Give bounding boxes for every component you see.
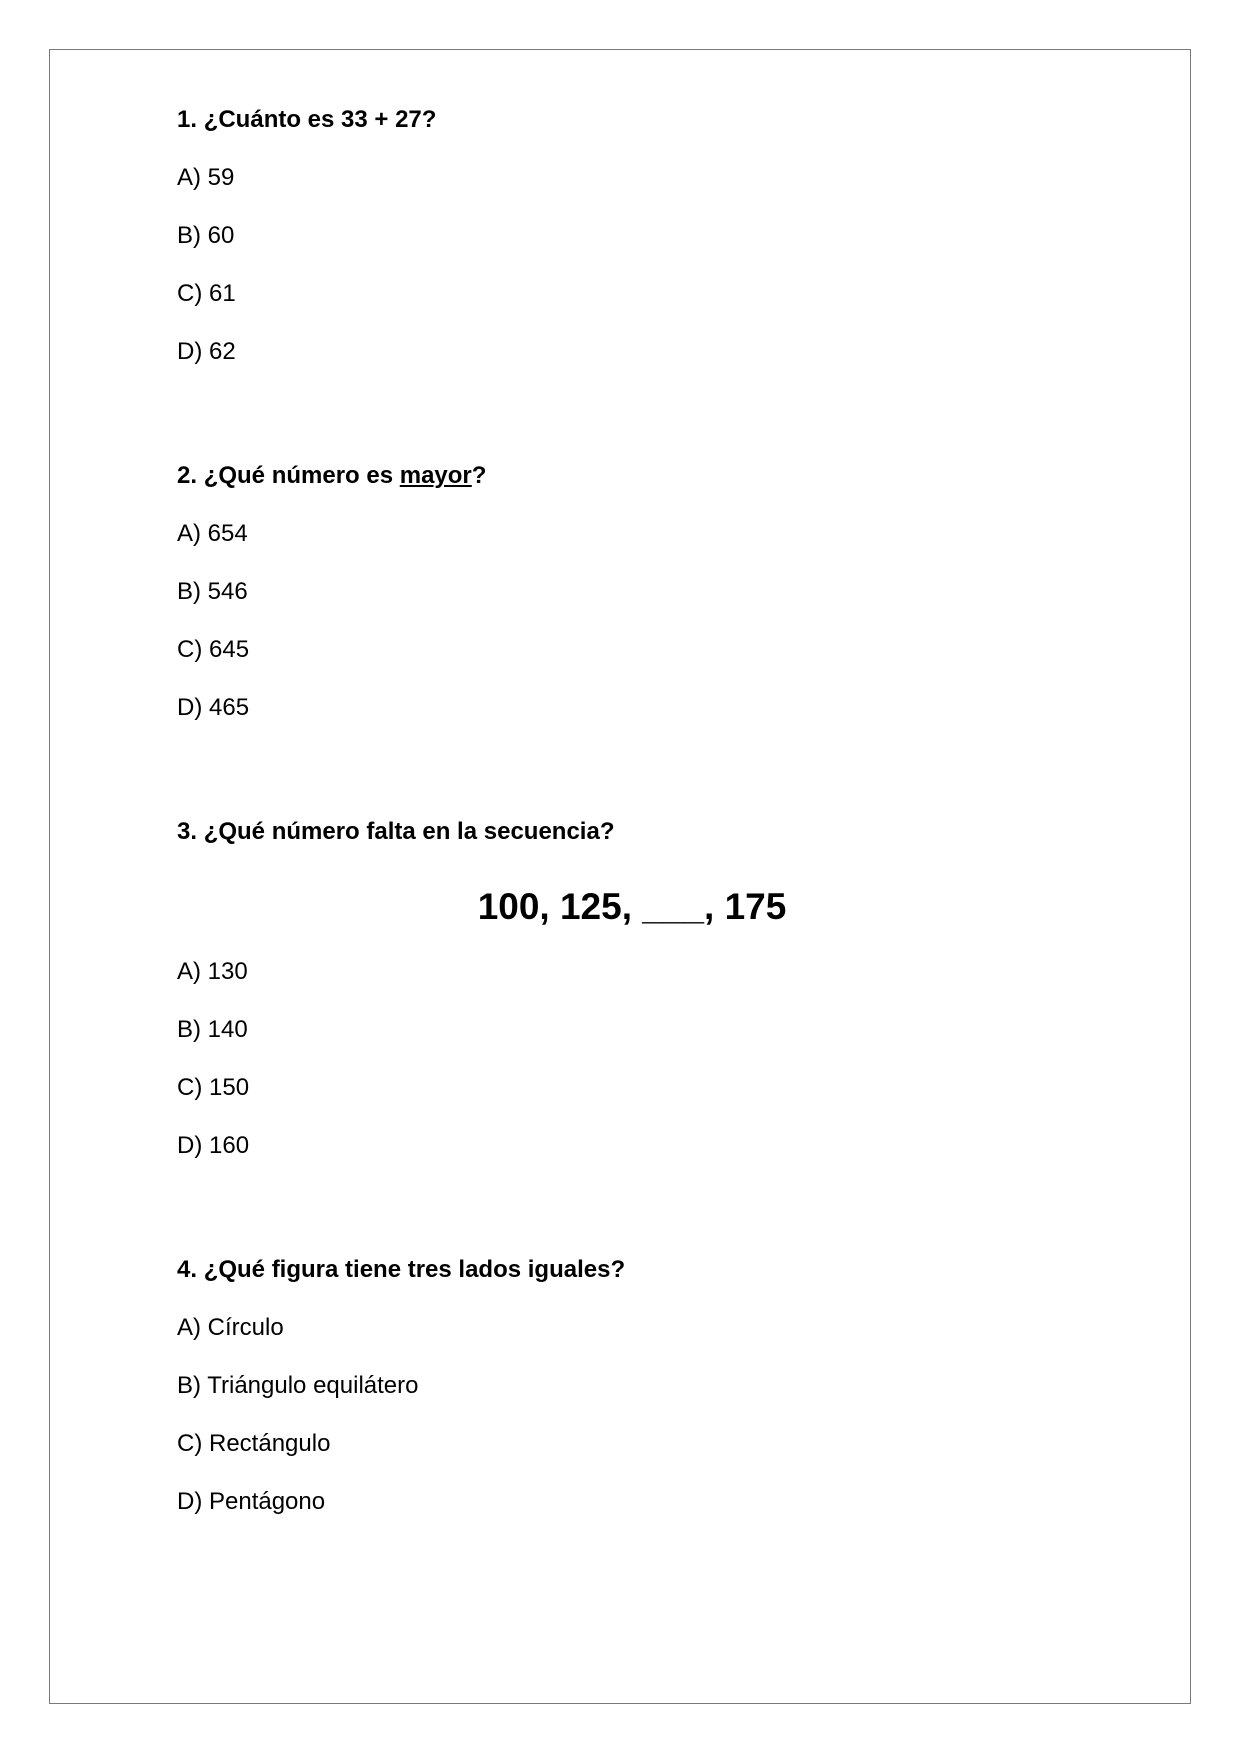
question-4-title — [177, 1252, 1077, 1288]
option-b: B) 546 — [177, 578, 248, 605]
option-d: D) Pentágono — [177, 1488, 326, 1515]
worksheet — [177, 102, 1077, 1520]
question-text-emphasis: mayor — [399, 462, 472, 489]
question-3-title — [177, 814, 1077, 850]
option-b: B) 140 — [177, 1016, 248, 1043]
question-text-after: ? — [471, 462, 487, 489]
option-c: C) Rectángulo — [177, 1430, 331, 1457]
question-number: 2. — [177, 462, 198, 489]
spacer — [177, 1164, 1077, 1252]
question-4 — [177, 1252, 1077, 1520]
question-number: 4. — [177, 1256, 198, 1283]
question-2 — [177, 458, 1077, 726]
option-d: D) 465 — [177, 694, 250, 721]
option-c: C) 645 — [177, 636, 250, 663]
question-text-before: ¿Qué número es — [203, 462, 400, 489]
option-b: B) Triángulo equilátero — [177, 1372, 419, 1399]
question-2-title — [177, 458, 1077, 494]
question-3 — [177, 814, 1077, 1164]
number-sequence: 100, 125, ___, 175 — [477, 886, 787, 927]
question-text: ¿Qué figura tiene tres lados iguales? — [203, 1256, 626, 1283]
option-d: D) 62 — [177, 338, 236, 365]
option-a: A) Círculo — [177, 1314, 284, 1341]
question-text: ¿Qué número falta en la secuencia? — [203, 818, 615, 845]
option-a: A) 130 — [177, 958, 248, 985]
question-1-title — [177, 102, 1077, 138]
spacer — [177, 726, 1077, 814]
spacer — [177, 370, 1077, 458]
question-number: 1. — [177, 106, 198, 133]
option-a: A) 59 — [177, 164, 235, 191]
option-c: C) 150 — [177, 1074, 250, 1101]
question-number: 3. — [177, 818, 198, 845]
question-text: ¿Cuánto es 33 + 27? — [203, 106, 437, 133]
option-a: A) 654 — [177, 520, 248, 547]
option-b: B) 60 — [177, 222, 235, 249]
option-d: D) 160 — [177, 1132, 250, 1159]
option-c: C) 61 — [177, 280, 236, 307]
question-1 — [177, 102, 1077, 370]
question-text — [204, 462, 487, 489]
